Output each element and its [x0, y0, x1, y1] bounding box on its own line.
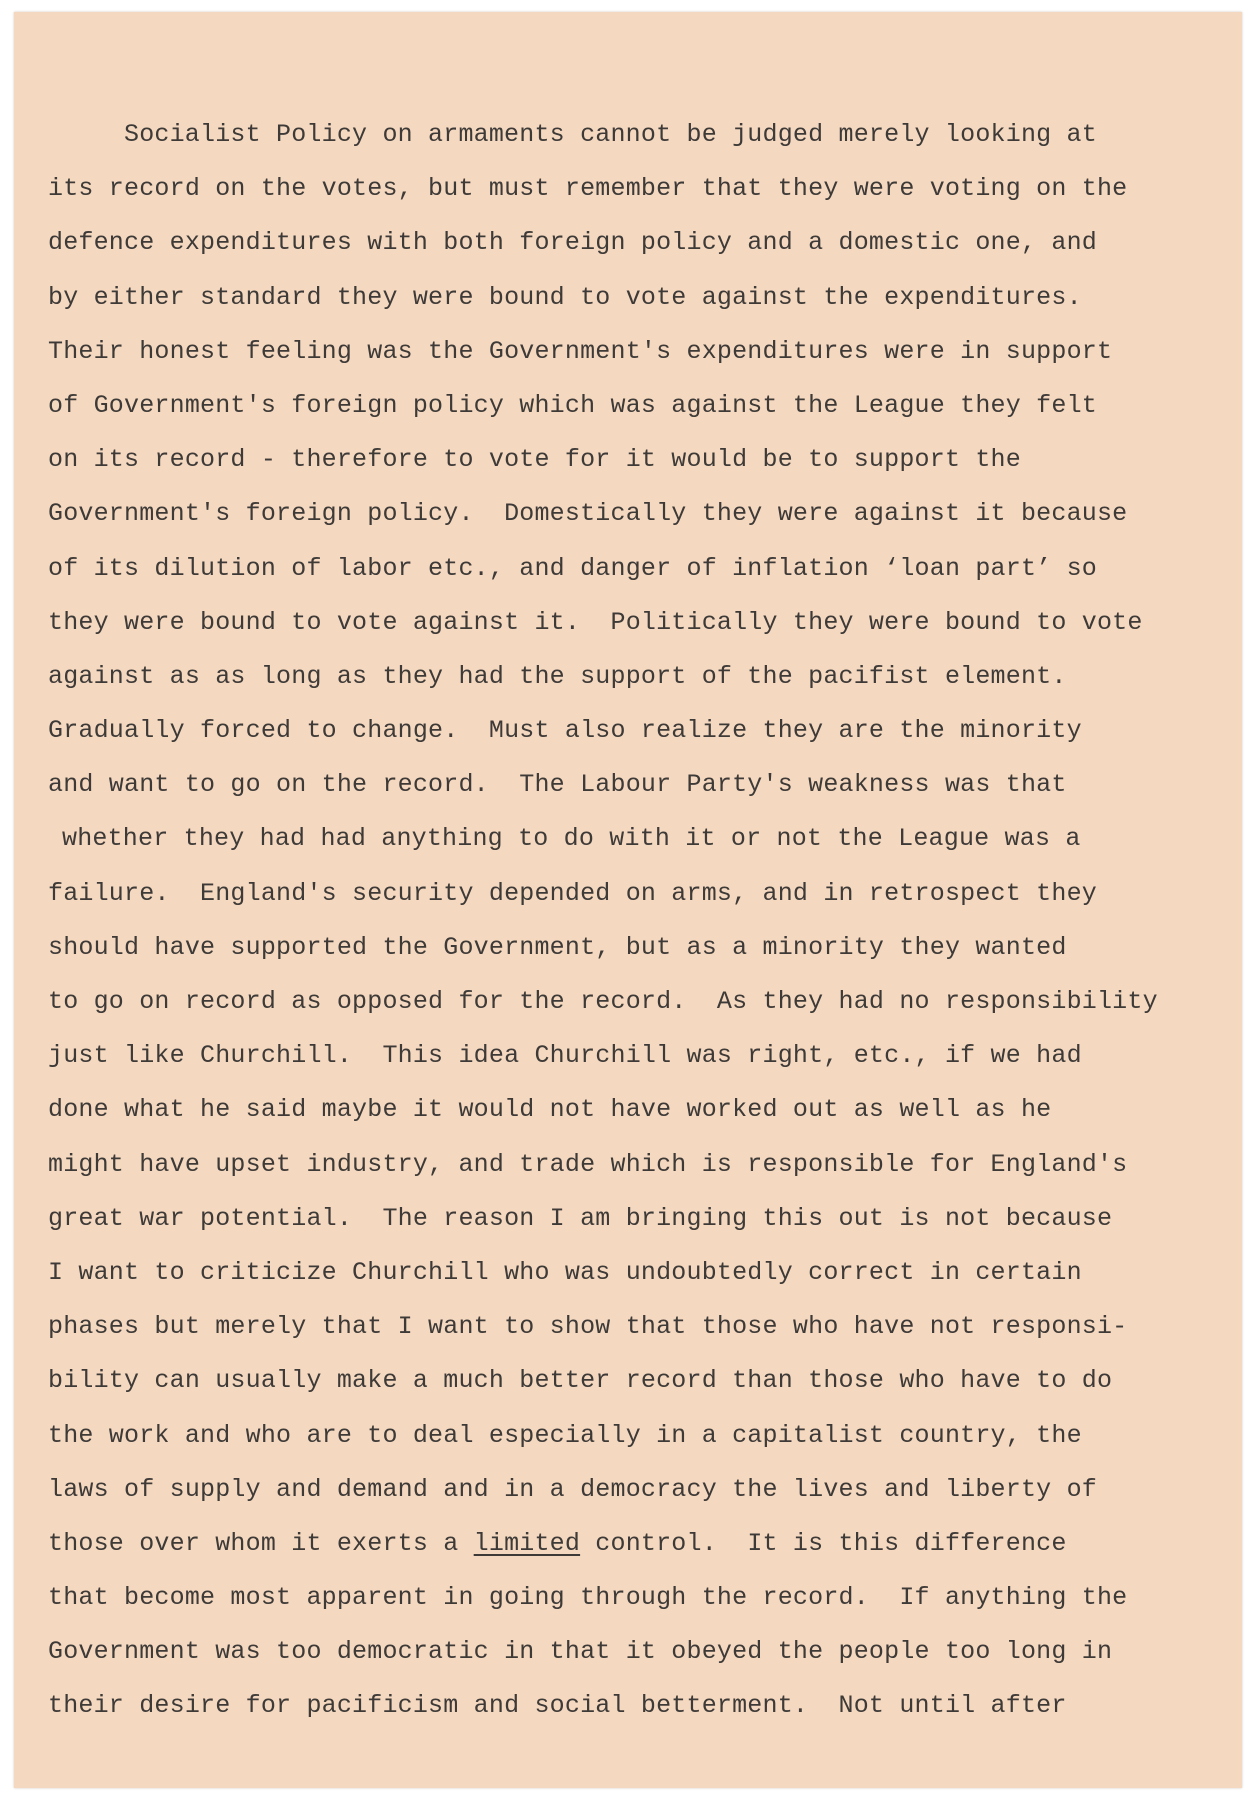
text-line-16: should have supported the Government, but as a minority they wanted	[48, 932, 1067, 962]
text-line-4: by either standard they were bound to vote against the expenditures.	[48, 282, 1082, 312]
text-line-22: I want to criticize Churchill who was undoubtedly correct in certain	[48, 1257, 1082, 1287]
text-line-1: Socialist Policy on armaments cannot be judged merely looking at	[124, 120, 1097, 149]
text-line-14: whether they had had anything to do with it or not the League was a	[62, 824, 1081, 854]
page-body-text	[48, 108, 1158, 1734]
underlined-word: limited	[473, 1528, 581, 1558]
text-line-3: defence expenditures with both foreign policy and a domestic one, and	[48, 228, 1097, 258]
text-line-10: they were bound to vote against it. Politically they were bound to vote	[48, 607, 1143, 637]
text-line-24: bility can usually make a much better record than those who have to do	[48, 1366, 1113, 1396]
text-line-29: Government was too democratic in that it obeyed the people too long in	[48, 1637, 1113, 1667]
text-line-8: Government's foreign policy. Domestically they were against it because	[48, 499, 1128, 529]
text-line-15: failure. England's security depended on arms, and in retrospect they	[48, 878, 1097, 908]
text-line-28: that become most apparent in going through the record. If anything the	[48, 1583, 1128, 1613]
text-line-2: its record on the votes, but must remember that they were voting on the	[48, 174, 1128, 204]
text-line-27-end: control. It is this difference	[580, 1528, 1067, 1558]
text-line-11: against as as long as they had the support of the pacifist element.	[48, 661, 1067, 691]
text-line-27-start: those over whom it exerts a	[48, 1528, 474, 1558]
text-line-25: the work and who are to deal especially in a capitalist country, the	[48, 1420, 1082, 1450]
text-line-30: their desire for pacificism and social betterment. Not until after	[48, 1691, 1067, 1721]
text-line-13: and want to go on the record. The Labour Party's weakness was that	[48, 770, 1067, 800]
text-line-27	[48, 1517, 1158, 1571]
text-line-26: laws of supply and demand and in a democracy the lives and liberty of	[48, 1474, 1097, 1504]
text-line-23: phases but merely that I want to show that those who have not responsi-	[48, 1312, 1128, 1342]
text-line-19: done what he said maybe it would not have worked out as well as he	[48, 1095, 1052, 1125]
text-line-18: just like Churchill. This idea Churchill was right, etc., if we had	[48, 1041, 1082, 1071]
text-line-5: Their honest feeling was the Government's expenditures were in support	[48, 336, 1113, 366]
text-line-17: to go on record as opposed for the record. As they had no responsibility	[48, 987, 1158, 1016]
text-line-21: great war potential. The reason I am bringing this out is not because	[48, 1203, 1113, 1233]
typewritten-page	[14, 12, 1242, 1788]
text-line-12: Gradually forced to change. Must also realize they are the minority	[48, 716, 1082, 746]
text-line-20: might have upset industry, and trade which is responsible for England's	[48, 1149, 1128, 1179]
text-line-7: on its record - therefore to vote for it would be to support the	[48, 445, 1021, 475]
text-line-9: of its dilution of labor etc., and danger of inflation ‘loan part’ so	[48, 553, 1097, 583]
text-line-6: of Government's foreign policy which was against the League they felt	[48, 390, 1097, 420]
